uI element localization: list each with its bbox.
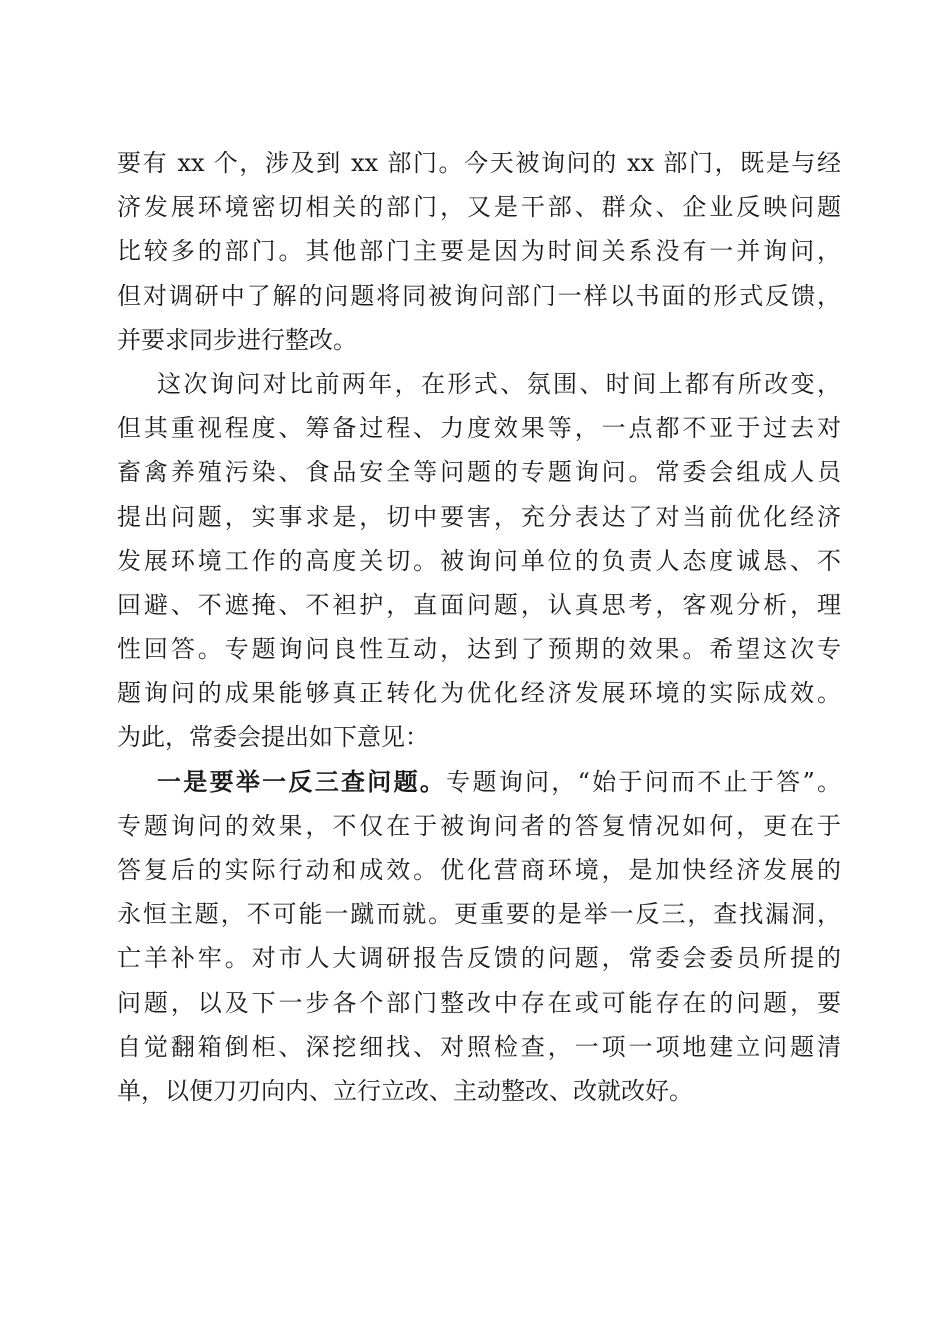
- text-line: 但其重视程度、筹备过程、力度效果等，一点都不亚于过去对: [117, 414, 841, 443]
- paragraph-1: [117, 141, 841, 362]
- text-line: 要有 xx 个，涉及到 xx 部门。今天被询问的 xx 部门，既是与经: [117, 149, 841, 177]
- text-line: 比较多的部门。其他部门主要是因为时间关系没有一并询问，: [117, 237, 841, 266]
- document-body: [117, 141, 841, 1113]
- heading-line-rest: 专题询问，“始于问而不止于答”。: [446, 767, 841, 796]
- paragraph-3: [117, 760, 841, 1114]
- text-line: 发展环境工作的高度关切。被询问单位的负责人态度诚恳、不: [117, 546, 841, 575]
- text-line: 专题询问的效果，不仅在于被询问者的答复情况如何，更在于: [117, 811, 841, 840]
- text-line: 这次询问对比前两年，在形式、氛围、时间上都有所改变，: [157, 369, 841, 398]
- text-line: 济发展环境密切相关的部门，又是干部、群众、企业反映问题: [117, 193, 841, 222]
- text-line: 永恒主题，不可能一蹴而就。更重要的是举一反三，查找漏洞，: [117, 900, 841, 929]
- text-line: 自觉翻箱倒柜、深挖细找、对照检查，一项一项地建立问题清: [117, 1032, 841, 1061]
- text-line: 提出问题，实事求是，切中要害，充分表达了对当前优化经济: [117, 502, 841, 531]
- text-line: 答复后的实际行动和成效。优化营商环境，是加快经济发展的: [117, 856, 841, 884]
- text-line: 畜禽养殖污染、食品安全等问题的专题询问。常委会组成人员: [117, 458, 841, 487]
- text-line: 回避、不遮掩、不袒护，直面问题，认真思考，客观分析，理: [117, 590, 841, 619]
- paragraph-heading: 一是要举一反三查问题。: [157, 766, 447, 796]
- text-line: 亡羊补牢。对市人大调研报告反馈的问题，常委会委员所提的: [117, 944, 841, 973]
- text-line: 问题，以及下一步各个部门整改中存在或可能存在的问题，要: [117, 988, 841, 1017]
- text-line: 性回答。专题询问良性互动，达到了预期的效果。希望这次专: [117, 635, 841, 664]
- text-line: 题询问的成果能够真正转化为优化经济发展环境的实际成效。: [117, 679, 841, 708]
- text-line: 并要求同步进行整改。: [117, 325, 357, 354]
- text-line: 但对调研中了解的问题将同被询问部门一样以书面的形式反馈，: [117, 281, 841, 310]
- paragraph-2: [117, 362, 841, 760]
- text-line: 单，以便刀刃向内、立行立改、主动整改、改就改好。: [117, 1076, 693, 1105]
- text-line: 为此，常委会提出如下意见：: [117, 723, 429, 752]
- text-line: [117, 760, 841, 804]
